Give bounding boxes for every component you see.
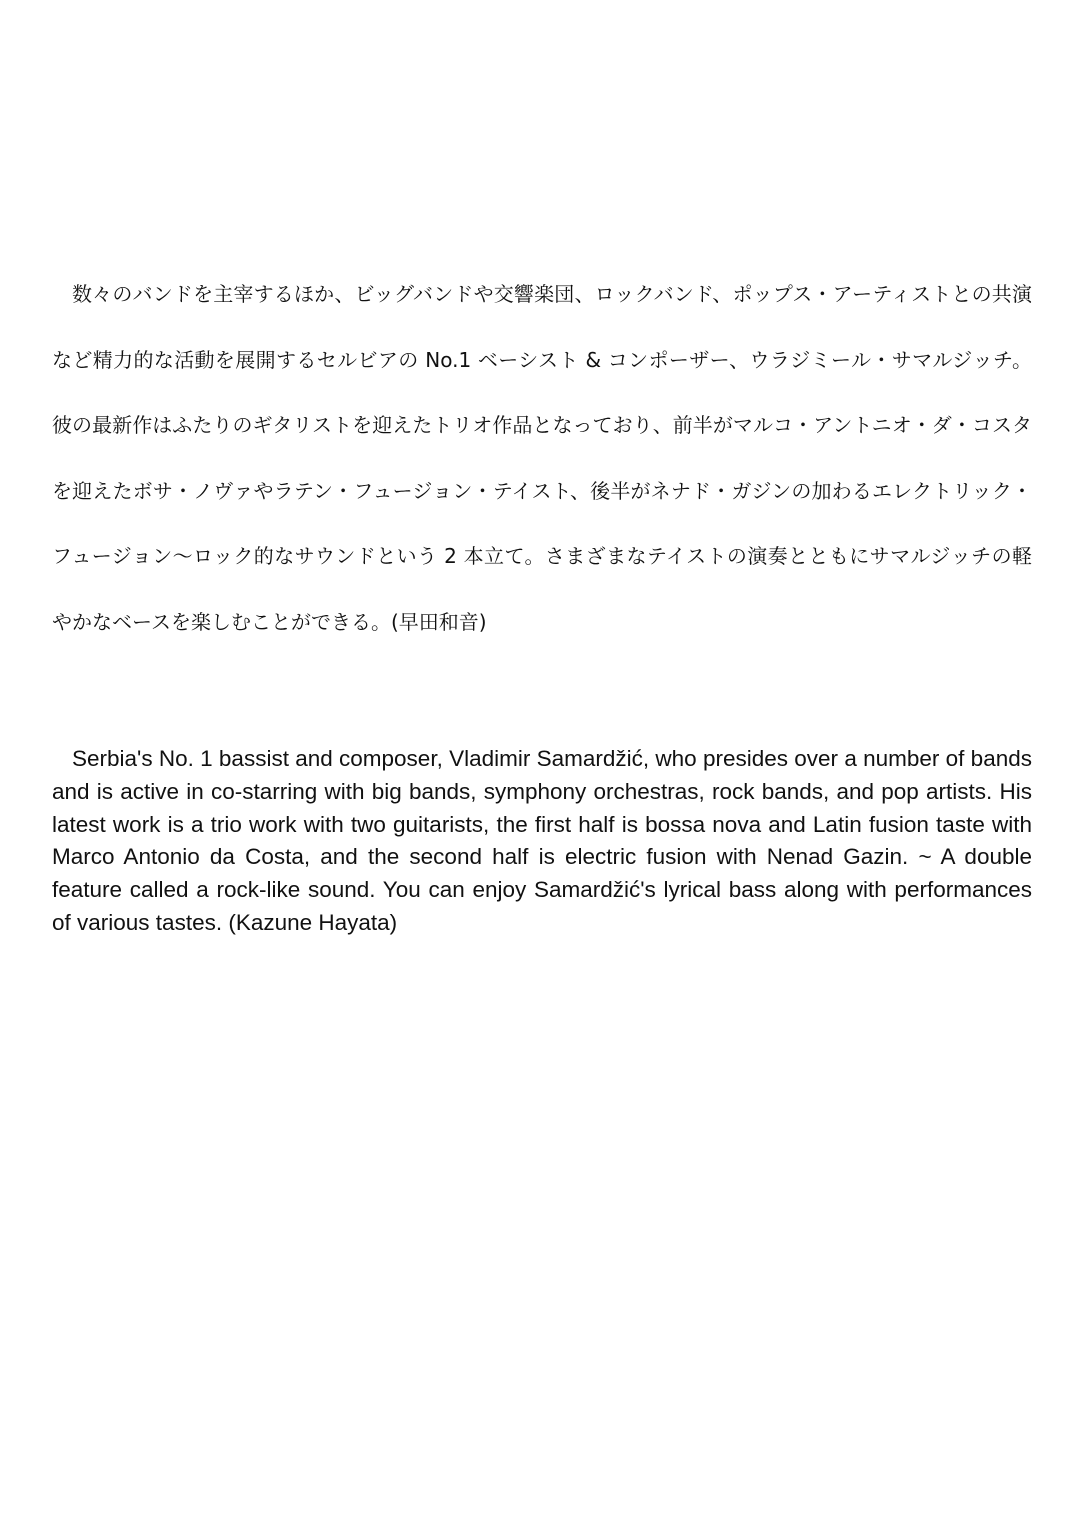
japanese-review-paragraph: 数々のバンドを主宰するほか、ビッグバンドや交響楽団、ロックバンド、ポップス・アーティストとの共演など精力的な活動を展開するセルビアの No.1 ベーシスト & コンポーザー、ウラジミール・サマルジッチ。彼の最新作はふたりのギタリストを迎えたトリオ作品となっており、前半がマルコ・アントニオ・ダ・コスタを迎えたボサ・ノヴァやラテン・フュージョン・テイスト、後半がネナド・ガジンの加わるエレクトリック・フュージョン〜ロック的なサウンドという 2 本立て。さまざまなテイストの演奏とともにサマルジッチの軽やかなベースを楽しむことができる。(早田和音)	[52, 282, 1032, 634]
english-review-paragraph: Serbia's No. 1 bassist and composer, Vladimir Samardžić, who presides over a number of bands and is active in co-starring with big bands, symphony orchestras, rock bands, and pop artists. His latest work is a trio work with two guitarists, the first half is bossa nova and Latin fusion taste with Marco Antonio da Costa, and the second half is electric fusion with Nenad Gazin. ~ A double feature called a rock-like sound. You can enjoy Samardžić's lyrical bass along with performances of various tastes. (Kazune Hayata)	[52, 746, 1032, 935]
